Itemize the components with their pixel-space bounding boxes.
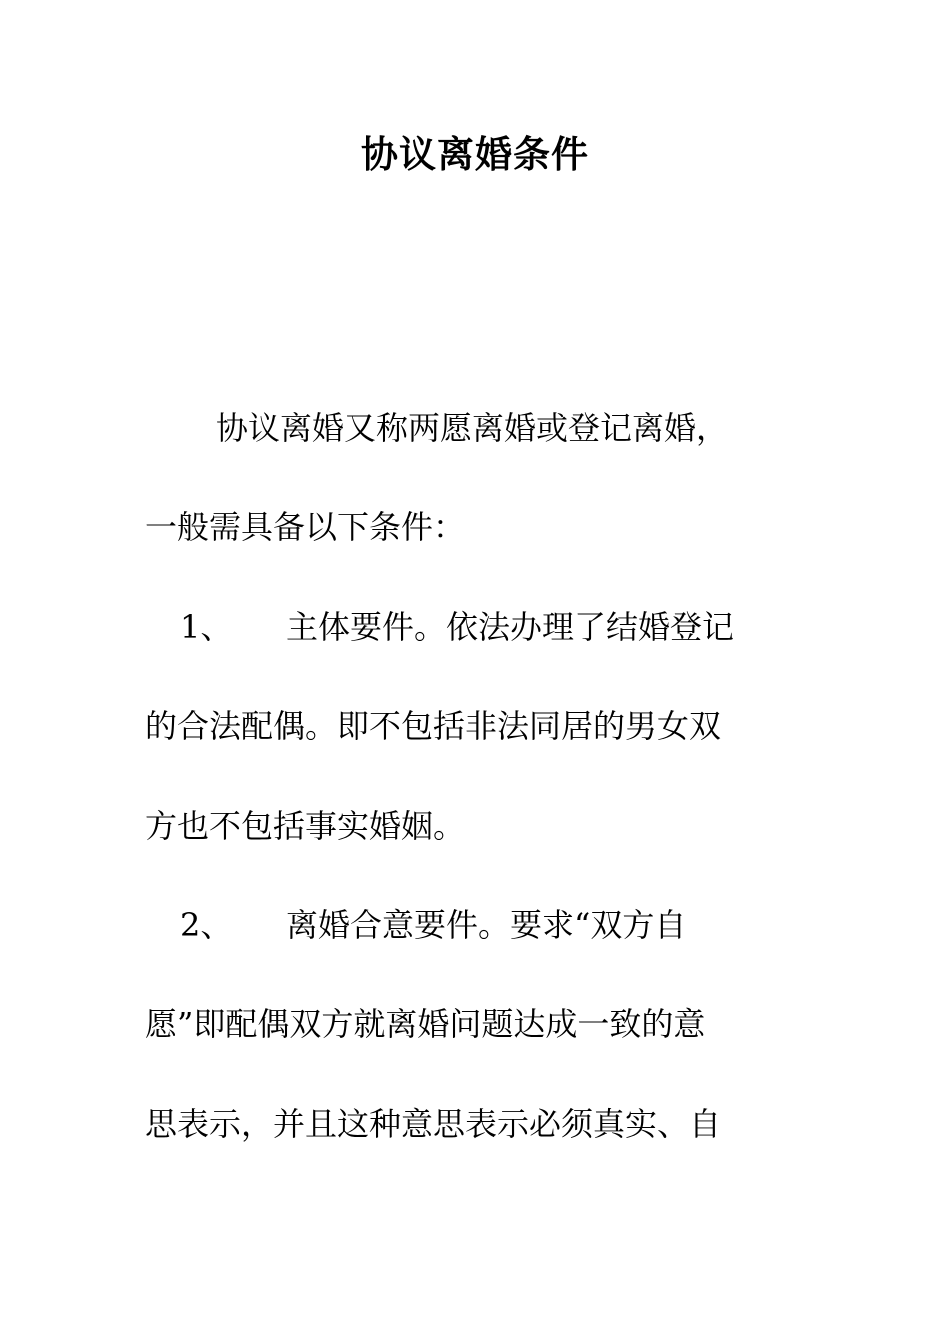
list-item-text: 离婚合意要件。要求“双方自	[286, 906, 687, 944]
paragraph-line: 的合法配偶。即不包括非法同居的男女双	[145, 707, 722, 745]
list-item-2	[180, 902, 686, 948]
paragraph-line: 思表示，并且这种意思表示必须真实、自	[145, 1105, 722, 1143]
list-item-text: 主体要件。依法办理了结婚登记	[286, 608, 735, 646]
paragraph-line: 协议离婚又称两愿离婚或登记离婚，	[216, 409, 729, 447]
paragraph-line: 方也不包括事实婚姻。	[145, 807, 466, 845]
list-number: 2、	[180, 906, 233, 944]
list-number: 1、	[180, 608, 233, 646]
paragraph-line: 一般需具备以下条件：	[145, 508, 466, 546]
document-title: 协议离婚条件	[361, 132, 589, 176]
paragraph-line: 愿”即配偶双方就离婚问题达成一致的意	[145, 1005, 706, 1043]
list-item-1	[180, 604, 734, 650]
